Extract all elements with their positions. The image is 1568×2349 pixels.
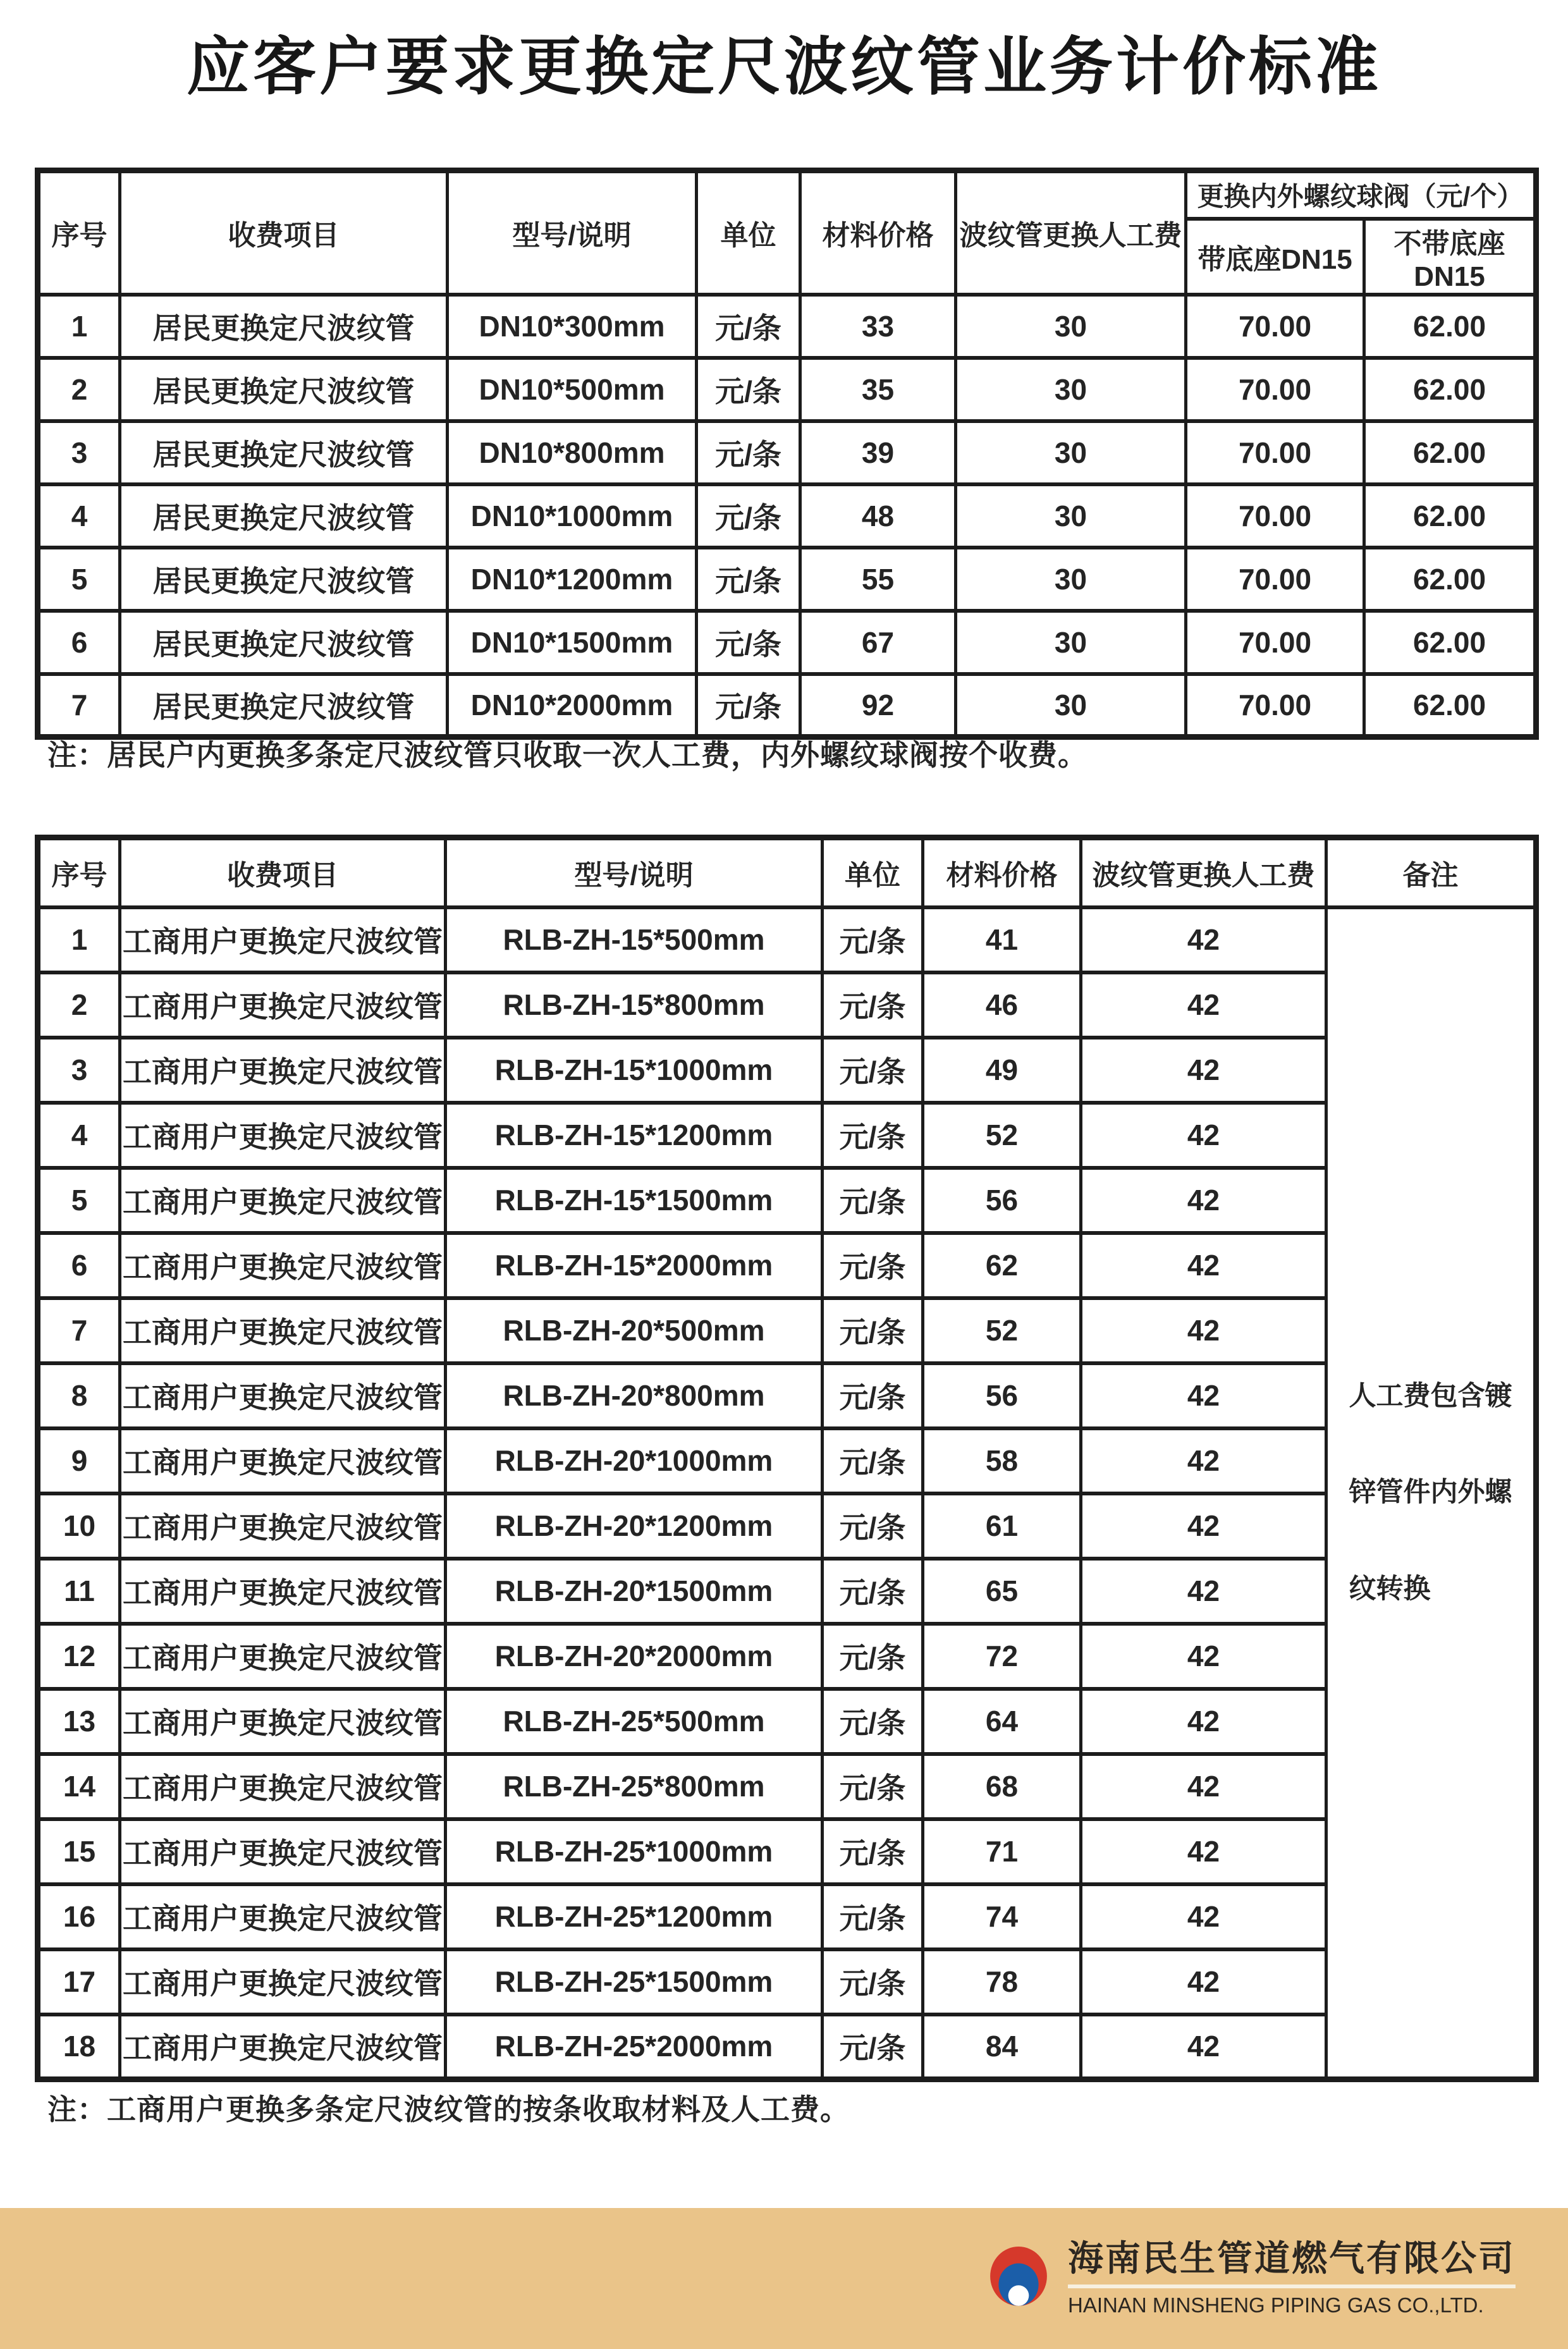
table-row [38,1884,1536,1949]
table-row [38,1298,1536,1363]
cell-labor-fee: 42 [1081,1038,1326,1103]
cell-unit: 元/条 [823,1819,923,1884]
cell-unit: 元/条 [823,1884,923,1949]
cell-labor-fee: 42 [1081,1689,1326,1754]
company-name-en: HAINAN MINSHENG PIPING GAS CO.,LTD. [1068,2293,1484,2317]
table-row [38,1428,1536,1493]
header-seq: 序号 [38,171,120,295]
cell-valve-with-base: 70.00 [1186,295,1364,358]
cell-unit: 元/条 [823,1559,923,1624]
cell-item: 居民更换定尺波纹管 [120,421,448,484]
header-model: 型号/说明 [448,171,697,295]
cell-valve-without-base: 62.00 [1364,548,1536,611]
cell-material-price: 64 [923,1689,1081,1754]
cell-labor-fee: 42 [1081,1233,1326,1298]
cell-model: RLB-ZH-25*1000mm [446,1819,823,1884]
cell-valve-with-base: 70.00 [1186,548,1364,611]
cell-material-price: 49 [923,1038,1081,1103]
brand-divider [1068,2285,1516,2288]
residential-price-table [35,168,1539,740]
cell-unit: 元/条 [823,1754,923,1819]
cell-labor-fee: 30 [956,674,1186,737]
cell-unit: 元/条 [823,1428,923,1493]
cell-item: 工商用户更换定尺波纹管 [120,1168,446,1233]
cell-model: DN10*800mm [448,421,697,484]
cell-unit: 元/条 [697,421,800,484]
residential-table-header [38,171,1536,295]
cell-labor-fee: 42 [1081,1754,1326,1819]
cell-item: 居民更换定尺波纹管 [120,484,448,548]
cell-unit: 元/条 [823,2015,923,2080]
cell-item: 工商用户更换定尺波纹管 [120,2015,446,2080]
cell-material-price: 56 [923,1363,1081,1428]
cell-valve-without-base: 62.00 [1364,484,1536,548]
cell-model: DN10*2000mm [448,674,697,737]
cell-model: DN10*300mm [448,295,697,358]
cell-unit: 元/条 [823,972,923,1038]
header-model: 型号/说明 [446,838,823,907]
cell-seq: 6 [38,611,120,674]
cell-labor-fee: 30 [956,295,1186,358]
header-material-price: 材料价格 [800,171,956,295]
cell-valve-with-base: 70.00 [1186,484,1364,548]
cell-unit: 元/条 [823,1103,923,1168]
cell-item: 工商用户更换定尺波纹管 [120,1363,446,1428]
cell-labor-fee: 30 [956,358,1186,421]
cell-item: 工商用户更换定尺波纹管 [120,907,446,972]
table-row [38,1233,1536,1298]
cell-labor-fee: 42 [1081,1884,1326,1949]
cell-valve-without-base: 62.00 [1364,674,1536,737]
cell-seq: 5 [38,1168,120,1233]
cell-valve-without-base: 62.00 [1364,611,1536,674]
cell-remark [1326,907,1536,2080]
table-row [38,2015,1536,2080]
table-row [38,1493,1536,1559]
cell-model: RLB-ZH-15*500mm [446,907,823,972]
table-row [38,1754,1536,1819]
cell-model: RLB-ZH-20*1500mm [446,1559,823,1624]
cell-material-price: 56 [923,1168,1081,1233]
cell-item: 居民更换定尺波纹管 [120,548,448,611]
cell-labor-fee: 42 [1081,1949,1326,2015]
cell-model: RLB-ZH-25*1200mm [446,1884,823,1949]
table-row [38,484,1536,548]
cell-seq: 12 [38,1624,120,1689]
cell-item: 工商用户更换定尺波纹管 [120,1493,446,1559]
cell-valve-with-base: 70.00 [1186,674,1364,737]
header-labor-fee: 波纹管更换人工费 [956,171,1186,295]
cell-labor-fee: 42 [1081,1298,1326,1363]
cell-material-price: 33 [800,295,956,358]
table-row [38,421,1536,484]
table-row [38,1559,1536,1624]
cell-item: 工商用户更换定尺波纹管 [120,1949,446,2015]
cell-labor-fee: 42 [1081,1559,1326,1624]
company-logo-icon [989,2247,1048,2311]
cell-seq: 4 [38,484,120,548]
note-commercial: 注：工商用户更换多条定尺波纹管的按条收取材料及人工费。 [47,2093,850,2126]
cell-seq: 13 [38,1689,120,1754]
cell-seq: 4 [38,1103,120,1168]
header-valve-with-base: 带底座DN15 [1186,219,1364,295]
remark-text: 人工费包含镀锌管件内外螺纹转换 [1349,1380,1512,1605]
cell-model: RLB-ZH-25*1500mm [446,1949,823,2015]
cell-material-price: 72 [923,1624,1081,1689]
cell-labor-fee: 42 [1081,1493,1326,1559]
cell-item: 居民更换定尺波纹管 [120,358,448,421]
cell-model: RLB-ZH-20*2000mm [446,1624,823,1689]
table-row [38,1949,1536,2015]
cell-seq: 18 [38,2015,120,2080]
cell-item: 工商用户更换定尺波纹管 [120,972,446,1038]
cell-model: RLB-ZH-20*500mm [446,1298,823,1363]
table-row [38,674,1536,737]
commercial-table-body [38,907,1536,2080]
cell-model: RLB-ZH-20*1200mm [446,1493,823,1559]
residential-table-body [38,295,1536,737]
cell-material-price: 71 [923,1819,1081,1884]
cell-item: 居民更换定尺波纹管 [120,611,448,674]
cell-material-price: 78 [923,1949,1081,2015]
cell-seq: 17 [38,1949,120,2015]
company-name-block [1068,2240,1516,2317]
cell-material-price: 65 [923,1559,1081,1624]
cell-material-price: 61 [923,1493,1081,1559]
commercial-price-table [35,835,1539,2082]
cell-item: 工商用户更换定尺波纹管 [120,1689,446,1754]
cell-model: RLB-ZH-15*1200mm [446,1103,823,1168]
cell-seq: 14 [38,1754,120,1819]
cell-model: RLB-ZH-20*1000mm [446,1428,823,1493]
table-row [38,972,1536,1038]
cell-unit: 元/条 [697,295,800,358]
cell-model: RLB-ZH-25*2000mm [446,2015,823,2080]
cell-unit: 元/条 [823,1624,923,1689]
cell-material-price: 52 [923,1103,1081,1168]
cell-model: RLB-ZH-15*2000mm [446,1233,823,1298]
cell-item: 工商用户更换定尺波纹管 [120,1884,446,1949]
cell-seq: 7 [38,674,120,737]
cell-material-price: 52 [923,1298,1081,1363]
cell-material-price: 92 [800,674,956,737]
cell-unit: 元/条 [697,611,800,674]
cell-labor-fee: 30 [956,484,1186,548]
cell-material-price: 39 [800,421,956,484]
cell-item: 工商用户更换定尺波纹管 [120,1624,446,1689]
cell-material-price: 84 [923,2015,1081,2080]
cell-seq: 7 [38,1298,120,1363]
cell-labor-fee: 42 [1081,1428,1326,1493]
table-row [38,1624,1536,1689]
cell-seq: 3 [38,1038,120,1103]
footer-brand-band [0,2208,1568,2349]
cell-seq: 10 [38,1493,120,1559]
cell-labor-fee: 42 [1081,1624,1326,1689]
cell-unit: 元/条 [823,1493,923,1559]
cell-item: 工商用户更换定尺波纹管 [120,1038,446,1103]
cell-model: DN10*500mm [448,358,697,421]
header-remark: 备注 [1326,838,1536,907]
cell-unit: 元/条 [823,1038,923,1103]
cell-item: 工商用户更换定尺波纹管 [120,1103,446,1168]
cell-material-price: 62 [923,1233,1081,1298]
table-row [38,548,1536,611]
cell-valve-with-base: 70.00 [1186,358,1364,421]
header-unit: 单位 [823,838,923,907]
cell-labor-fee: 42 [1081,907,1326,972]
cell-model: DN10*1500mm [448,611,697,674]
header-valve-group: 更换内外螺纹球阀（元/个） [1186,171,1536,219]
table-row [38,1168,1536,1233]
cell-model: RLB-ZH-15*1000mm [446,1038,823,1103]
cell-labor-fee: 42 [1081,1103,1326,1168]
cell-material-price: 35 [800,358,956,421]
cell-unit: 元/条 [823,1363,923,1428]
cell-unit: 元/条 [823,1949,923,2015]
cell-seq: 11 [38,1559,120,1624]
cell-item: 工商用户更换定尺波纹管 [120,1298,446,1363]
cell-seq: 15 [38,1819,120,1884]
cell-material-price: 68 [923,1754,1081,1819]
cell-unit: 元/条 [697,548,800,611]
table-row [38,358,1536,421]
header-item: 收费项目 [120,838,446,907]
table-row [38,907,1536,972]
cell-unit: 元/条 [697,358,800,421]
cell-model: RLB-ZH-15*800mm [446,972,823,1038]
header-material-price: 材料价格 [923,838,1081,907]
cell-seq: 1 [38,907,120,972]
header-seq: 序号 [38,838,120,907]
cell-seq: 8 [38,1363,120,1428]
header-valve-without-base: 不带底座DN15 [1364,219,1536,295]
cell-labor-fee: 42 [1081,1168,1326,1233]
cell-valve-without-base: 62.00 [1364,358,1536,421]
cell-item: 工商用户更换定尺波纹管 [120,1233,446,1298]
cell-material-price: 46 [923,972,1081,1038]
cell-unit: 元/条 [823,907,923,972]
cell-unit: 元/条 [823,1298,923,1363]
cell-unit: 元/条 [697,674,800,737]
cell-model: RLB-ZH-15*1500mm [446,1168,823,1233]
cell-model: RLB-ZH-20*800mm [446,1363,823,1428]
cell-seq: 3 [38,421,120,484]
cell-labor-fee: 42 [1081,2015,1326,2080]
cell-seq: 6 [38,1233,120,1298]
cell-labor-fee: 42 [1081,1363,1326,1428]
table-row [38,295,1536,358]
cell-item: 居民更换定尺波纹管 [120,295,448,358]
cell-valve-with-base: 70.00 [1186,611,1364,674]
cell-unit: 元/条 [697,484,800,548]
table-row [38,1103,1536,1168]
header-labor-fee: 波纹管更换人工费 [1081,838,1326,907]
cell-labor-fee: 42 [1081,972,1326,1038]
cell-seq: 1 [38,295,120,358]
header-unit: 单位 [697,171,800,295]
table-row [38,611,1536,674]
cell-labor-fee: 30 [956,611,1186,674]
cell-labor-fee: 42 [1081,1819,1326,1884]
cell-seq: 2 [38,358,120,421]
commercial-table-header [38,838,1536,907]
cell-valve-without-base: 62.00 [1364,295,1536,358]
cell-material-price: 74 [923,1884,1081,1949]
cell-valve-without-base: 62.00 [1364,421,1536,484]
cell-labor-fee: 30 [956,421,1186,484]
cell-material-price: 58 [923,1428,1081,1493]
cell-seq: 2 [38,972,120,1038]
table-row [38,1689,1536,1754]
cell-item: 居民更换定尺波纹管 [120,674,448,737]
cell-material-price: 55 [800,548,956,611]
cell-seq: 9 [38,1428,120,1493]
cell-material-price: 48 [800,484,956,548]
cell-labor-fee: 30 [956,548,1186,611]
company-name-cn: 海南民生管道燃气有限公司 [1068,2240,1516,2279]
cell-model: RLB-ZH-25*800mm [446,1754,823,1819]
cell-material-price: 41 [923,907,1081,972]
page-title: 应客户要求更换定尺波纹管业务计价标准 [187,32,1381,102]
cell-unit: 元/条 [823,1233,923,1298]
cell-unit: 元/条 [823,1689,923,1754]
cell-material-price: 67 [800,611,956,674]
cell-model: DN10*1200mm [448,548,697,611]
cell-valve-with-base: 70.00 [1186,421,1364,484]
cell-item: 工商用户更换定尺波纹管 [120,1428,446,1493]
header-item: 收费项目 [120,171,448,295]
table-row [38,1038,1536,1103]
table-row [38,1363,1536,1428]
cell-item: 工商用户更换定尺波纹管 [120,1559,446,1624]
cell-seq: 5 [38,548,120,611]
cell-model: DN10*1000mm [448,484,697,548]
note-residential: 注：居民户内更换多条定尺波纹管只收取一次人工费，内外螺纹球阀按个收费。 [47,739,1087,771]
cell-seq: 16 [38,1884,120,1949]
cell-unit: 元/条 [823,1168,923,1233]
table-row [38,1819,1536,1884]
cell-item: 工商用户更换定尺波纹管 [120,1819,446,1884]
cell-item: 工商用户更换定尺波纹管 [120,1754,446,1819]
cell-model: RLB-ZH-25*500mm [446,1689,823,1754]
